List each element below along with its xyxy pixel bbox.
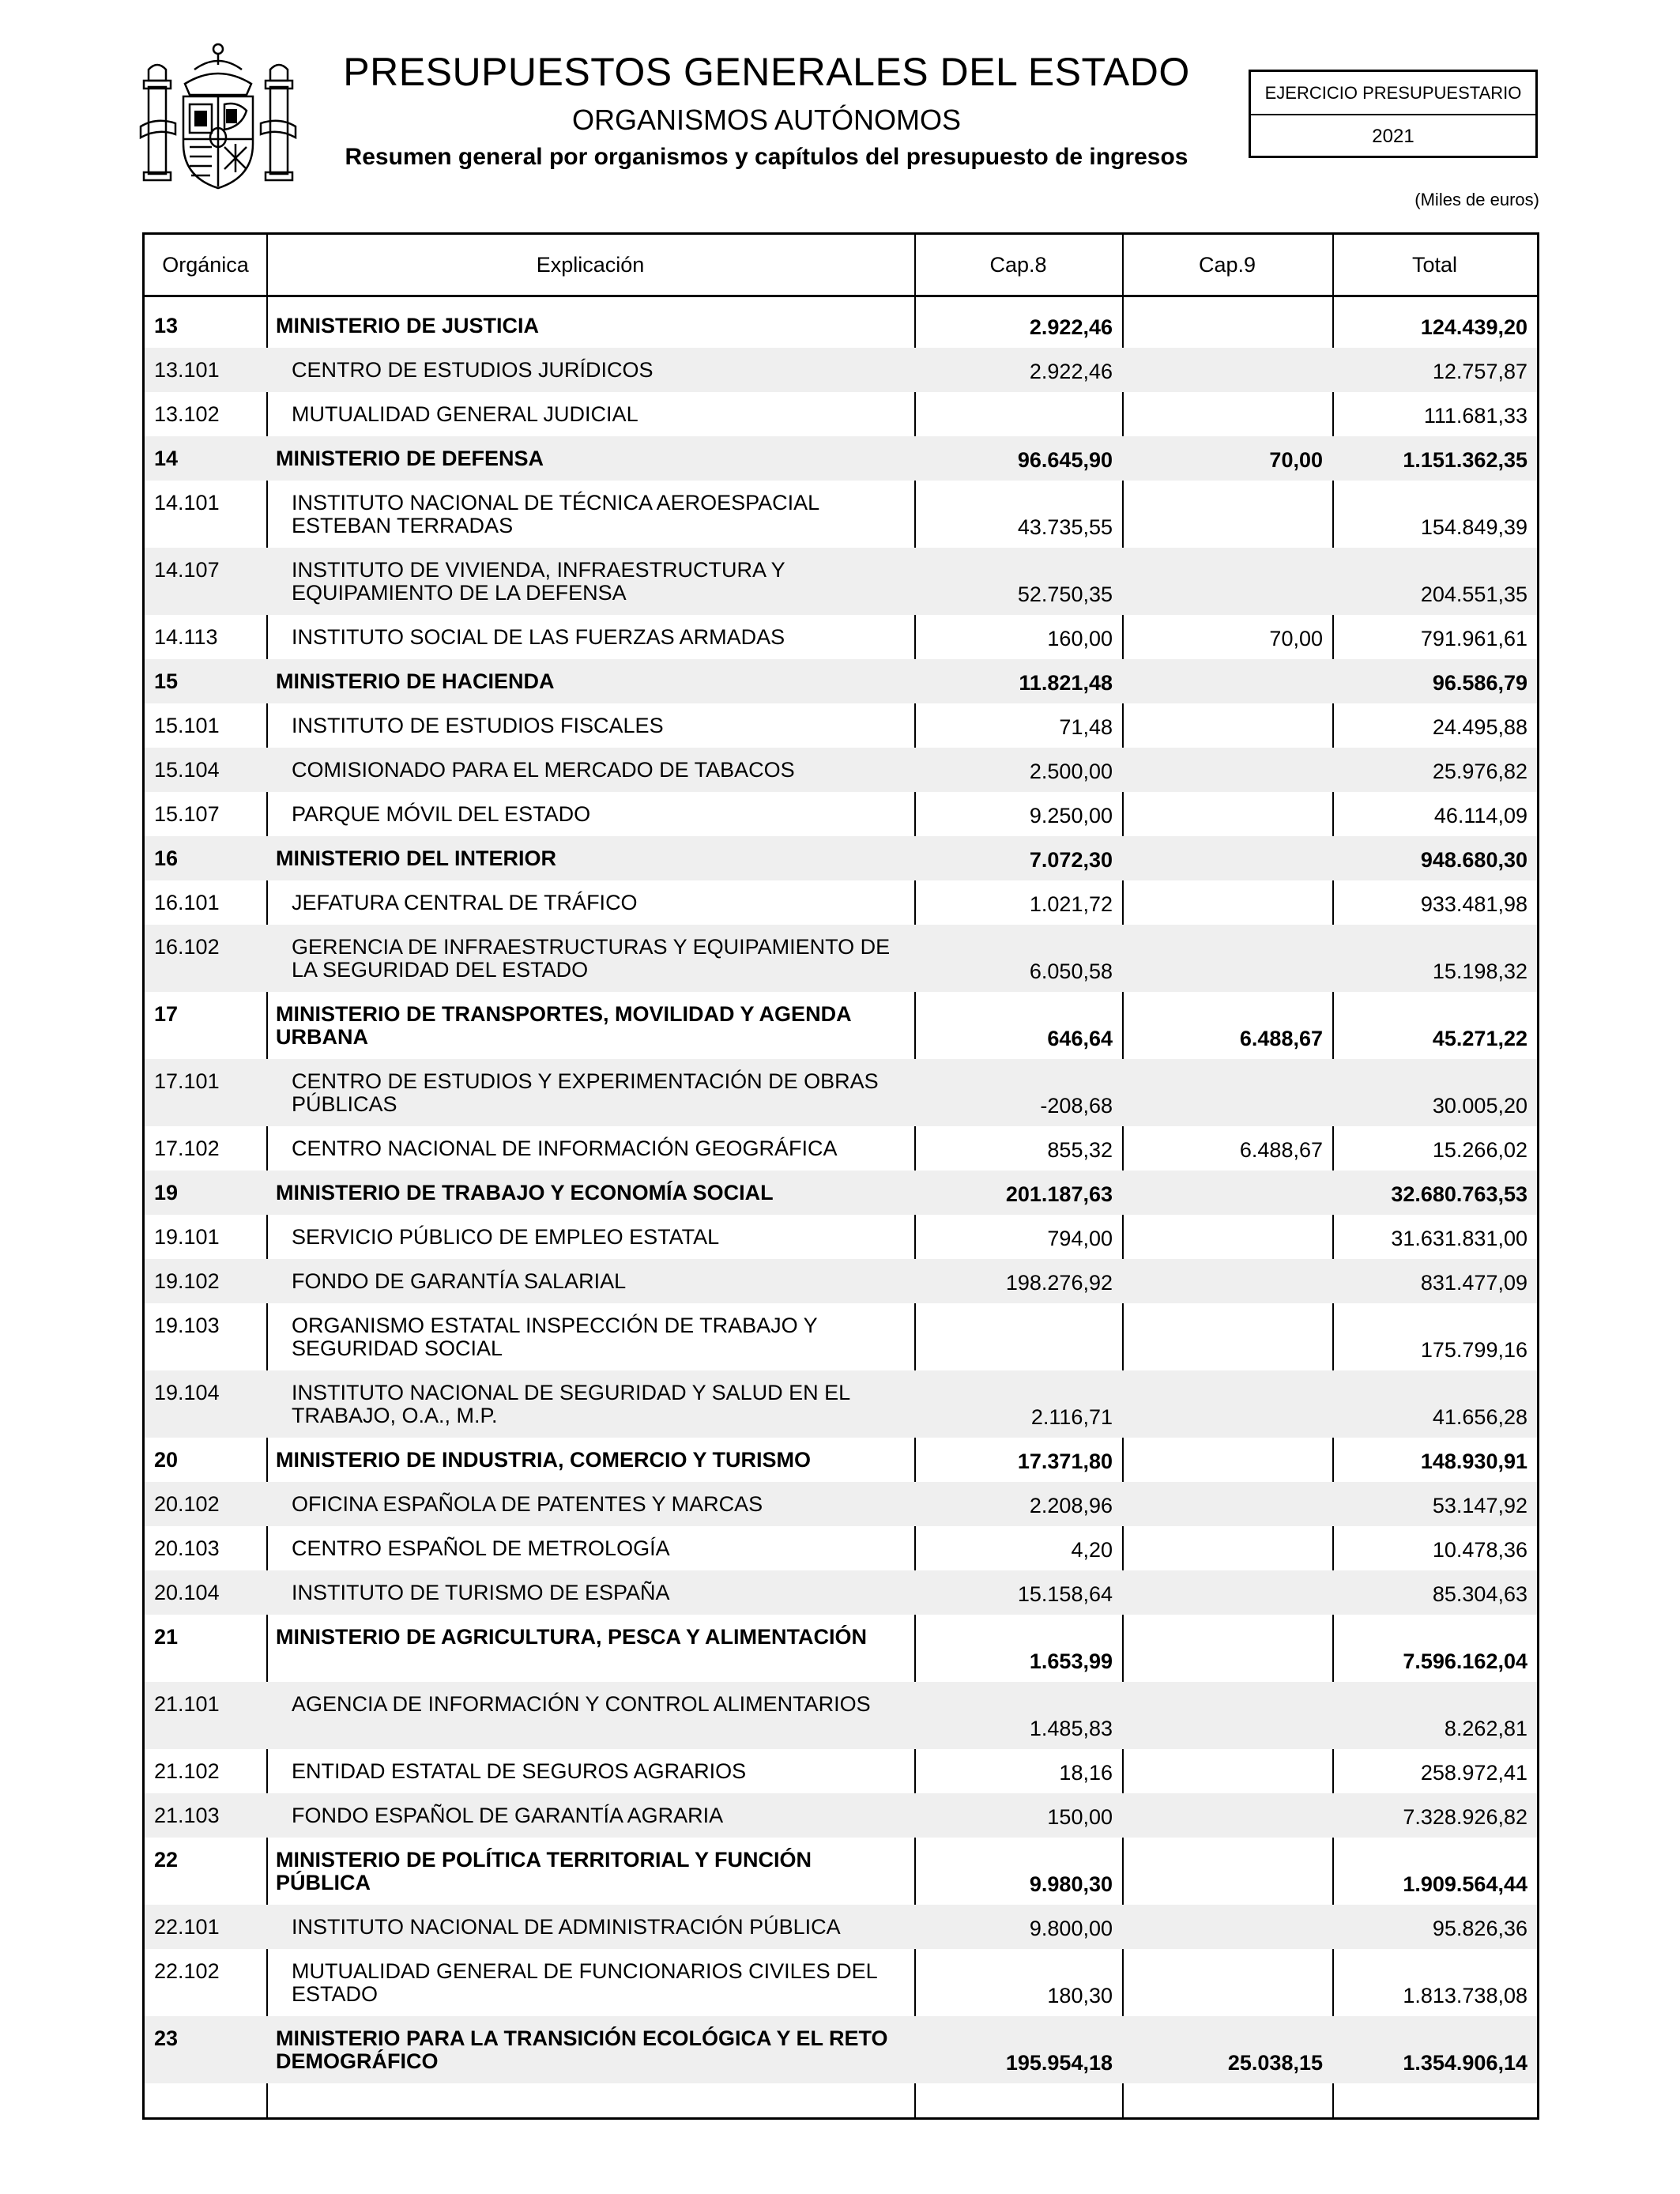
row-code: 15.104 xyxy=(154,758,220,782)
row-total: 12.757,87 xyxy=(1432,360,1527,383)
row-cap9 xyxy=(1122,1438,1332,1482)
row-cap8: 17.371,80 xyxy=(1017,1449,1113,1473)
row-cap9 xyxy=(1122,1215,1332,1259)
row-total: 204.551,35 xyxy=(1420,582,1527,606)
row-cap9 xyxy=(1122,1570,1332,1615)
row-code: 20.104 xyxy=(154,1581,220,1604)
row-total: 85.304,63 xyxy=(1432,1582,1527,1606)
table-row xyxy=(145,1749,1537,1793)
row-cap8: 195.954,18 xyxy=(1005,2051,1113,2075)
row-explanation: CENTRO DE ESTUDIOS JURÍDICOS xyxy=(292,358,654,382)
table-row xyxy=(145,348,1537,392)
row-total: 175.799,16 xyxy=(1420,1338,1527,1362)
table-row xyxy=(145,481,1537,548)
row-explanation: INSTITUTO NACIONAL DE TÉCNICA AEROESPACIAL ESTEBAN TERRADAS xyxy=(292,491,819,537)
row-code: 20.103 xyxy=(154,1536,220,1560)
row-explanation: JEFATURA CENTRAL DE TRÁFICO xyxy=(292,891,638,914)
row-total: 15.198,32 xyxy=(1432,959,1527,983)
row-cap9 xyxy=(1122,1682,1332,1749)
row-explanation: GERENCIA DE INFRAESTRUCTURAS Y EQUIPAMIENTO DE LA SEGURIDAD DEL ESTADO xyxy=(292,935,891,982)
row-code: 17.102 xyxy=(154,1137,220,1160)
row-cap8: 150,00 xyxy=(1047,1805,1113,1829)
row-explanation: MINISTERIO DE POLÍTICA TERRITORIAL Y FUNCIÓN PÚBLICA xyxy=(276,1848,812,1894)
row-explanation: MINISTERIO DE JUSTICIA xyxy=(276,314,540,337)
row-cap8: 794,00 xyxy=(1047,1227,1113,1250)
table-row-ministry xyxy=(145,1838,1537,1905)
column-header-total: Total xyxy=(1411,253,1458,277)
row-cap9 xyxy=(1122,792,1332,836)
row-cap9 xyxy=(1122,348,1332,392)
row-total: 1.151.362,35 xyxy=(1403,448,1527,472)
table-row-ministry xyxy=(145,659,1537,703)
table-row-ministry xyxy=(145,1615,1537,1682)
row-cap9 xyxy=(1122,1749,1332,1793)
row-cap9 xyxy=(1122,392,1332,436)
budget-year-label: EJERCICIO PRESUPUESTARIO xyxy=(1251,72,1535,115)
row-code: 13 xyxy=(154,314,179,337)
row-total: 831.477,09 xyxy=(1420,1271,1527,1295)
row-total: 10.478,36 xyxy=(1432,1538,1527,1562)
row-total: 32.680.763,53 xyxy=(1391,1182,1527,1206)
table-row xyxy=(145,703,1537,748)
table-row xyxy=(145,1303,1537,1370)
row-cap8: 96.645,90 xyxy=(1017,448,1113,472)
row-total: 96.586,79 xyxy=(1432,671,1527,695)
row-cap8: 1.653,99 xyxy=(1029,1649,1113,1673)
row-code: 16 xyxy=(154,846,179,870)
table-row xyxy=(145,1126,1537,1171)
table-header xyxy=(145,235,1537,297)
table-row xyxy=(145,392,1537,436)
row-code: 22 xyxy=(154,1848,179,1872)
column-header-organica: Orgánica xyxy=(162,253,249,277)
row-total: 154.849,39 xyxy=(1420,515,1527,539)
row-explanation: CENTRO DE ESTUDIOS Y EXPERIMENTACIÓN DE OBRAS PÚBLICAS xyxy=(292,1069,879,1116)
row-code: 19 xyxy=(154,1181,179,1204)
row-total: 41.656,28 xyxy=(1432,1405,1527,1429)
row-code: 21.103 xyxy=(154,1804,220,1827)
row-cap9 xyxy=(1122,1949,1332,2016)
row-explanation: INSTITUTO SOCIAL DE LAS FUERZAS ARMADAS xyxy=(292,625,785,649)
row-cap9 xyxy=(1122,925,1332,992)
row-total: 95.826,36 xyxy=(1432,1917,1527,1940)
row-code: 15.107 xyxy=(154,802,220,826)
row-cap9 xyxy=(1122,1303,1332,1370)
row-explanation: COMISIONADO PARA EL MERCADO DE TABACOS xyxy=(292,758,795,782)
row-code: 19.101 xyxy=(154,1225,220,1249)
row-code: 15.101 xyxy=(154,714,220,737)
row-cap8: 2.208,96 xyxy=(1029,1494,1113,1517)
row-code: 15 xyxy=(154,669,179,693)
row-explanation: MINISTERIO DE INDUSTRIA, COMERCIO Y TURISMO xyxy=(276,1448,812,1472)
row-explanation: MUTUALIDAD GENERAL DE FUNCIONARIOS CIVILES DEL ESTADO xyxy=(292,1959,877,2006)
row-cap8: 9.250,00 xyxy=(1029,804,1113,827)
row-cap8: 1.021,72 xyxy=(1029,892,1113,916)
coat-of-arms-icon xyxy=(139,38,297,193)
row-code: 22.102 xyxy=(154,1959,220,1983)
row-explanation: ORGANISMO ESTATAL INSPECCIÓN DE TRABAJO Y SEGURIDAD SOCIAL xyxy=(292,1314,818,1360)
row-explanation: INSTITUTO DE TURISMO DE ESPAÑA xyxy=(292,1581,670,1604)
row-cap9 xyxy=(1122,1526,1332,1570)
row-cap8: 855,32 xyxy=(1047,1138,1113,1162)
row-total: 7.596.162,04 xyxy=(1403,1649,1527,1673)
row-cap8 xyxy=(914,1303,1122,1370)
row-explanation: FONDO DE GARANTÍA SALARIAL xyxy=(292,1269,627,1293)
page-title: PRESUPUESTOS GENERALES DEL ESTADO xyxy=(343,50,1190,94)
table-row-ministry xyxy=(145,1171,1537,1215)
page-header xyxy=(316,47,1217,175)
row-cap8: 4,20 xyxy=(1071,1538,1113,1562)
row-cap8: -208,68 xyxy=(1040,1094,1113,1118)
table-row-ministry xyxy=(145,1438,1537,1482)
row-cap8: 160,00 xyxy=(1047,627,1113,650)
row-explanation: SERVICIO PÚBLICO DE EMPLEO ESTATAL xyxy=(292,1225,720,1249)
row-cap8: 201.187,63 xyxy=(1005,1182,1113,1206)
row-cap8: 9.800,00 xyxy=(1029,1917,1113,1940)
table-row xyxy=(145,748,1537,792)
row-total: 148.930,91 xyxy=(1420,1449,1527,1473)
row-cap8 xyxy=(914,392,1122,436)
table-row xyxy=(145,1682,1537,1749)
table-row xyxy=(145,1905,1537,1949)
units-note: (Miles de euros) xyxy=(1414,190,1539,209)
row-cap8: 2.116,71 xyxy=(1030,1405,1113,1429)
row-cap9: 70,00 xyxy=(1269,448,1323,472)
row-code: 17.101 xyxy=(154,1069,220,1093)
table-row-ministry xyxy=(145,303,1537,348)
row-explanation: CENTRO ESPAÑOL DE METROLOGÍA xyxy=(292,1536,670,1560)
row-cap8: 6.050,58 xyxy=(1029,959,1113,983)
table-row xyxy=(145,1570,1537,1615)
row-cap9 xyxy=(1122,836,1332,880)
row-explanation: MUTUALIDAD GENERAL JUDICIAL xyxy=(292,402,638,426)
page-description: Resumen general por organismos y capítulos del presupuesto de ingresos xyxy=(345,144,1188,170)
row-code: 16.102 xyxy=(154,935,220,959)
row-code: 21.102 xyxy=(154,1759,220,1783)
row-cap9: 6.488,67 xyxy=(1239,1027,1323,1050)
row-total: 25.976,82 xyxy=(1432,760,1527,783)
row-total: 15.266,02 xyxy=(1432,1138,1527,1162)
row-explanation: MINISTERIO DE TRABAJO Y ECONOMÍA SOCIAL xyxy=(276,1181,774,1204)
row-code: 21 xyxy=(154,1625,179,1649)
row-total: 1.813.738,08 xyxy=(1403,1984,1527,2007)
table-row xyxy=(145,1793,1537,1838)
row-explanation: INSTITUTO NACIONAL DE SEGURIDAD Y SALUD EN EL TRABAJO, O.A., M.P. xyxy=(292,1381,850,1427)
row-cap9 xyxy=(1122,1171,1332,1215)
table-row-ministry xyxy=(145,836,1537,880)
row-cap9 xyxy=(1122,1905,1332,1949)
row-cap8: 2.922,46 xyxy=(1029,315,1113,339)
row-total: 933.481,98 xyxy=(1420,892,1527,916)
row-cap9 xyxy=(1122,1259,1332,1303)
row-cap9: 6.488,67 xyxy=(1239,1138,1323,1162)
row-code: 14.101 xyxy=(154,491,220,515)
row-explanation: MINISTERIO DE TRANSPORTES, MOVILIDAD Y AGENDA URBANA xyxy=(276,1002,851,1049)
row-explanation: MINISTERIO DE DEFENSA xyxy=(276,447,544,470)
row-cap9 xyxy=(1122,1370,1332,1438)
row-total: 24.495,88 xyxy=(1432,715,1527,739)
table-row xyxy=(145,1259,1537,1303)
page-subtitle: ORGANISMOS AUTÓNOMOS xyxy=(571,104,962,136)
row-cap9 xyxy=(1122,481,1332,548)
row-cap9: 25.038,15 xyxy=(1227,2051,1323,2075)
row-cap9 xyxy=(1122,1059,1332,1126)
row-cap9 xyxy=(1122,1615,1332,1682)
row-cap8: 1.485,83 xyxy=(1029,1717,1113,1740)
row-cap9 xyxy=(1122,303,1332,348)
row-cap9 xyxy=(1122,548,1332,615)
table-row xyxy=(145,548,1537,615)
row-code: 14 xyxy=(154,447,179,470)
row-cap8: 7.072,30 xyxy=(1029,848,1113,872)
budget-table xyxy=(142,232,1539,2120)
row-explanation: CENTRO NACIONAL DE INFORMACIÓN GEOGRÁFICA xyxy=(292,1137,838,1160)
row-cap8: 9.980,30 xyxy=(1029,1872,1113,1896)
row-cap8: 180,30 xyxy=(1047,1984,1113,2007)
table-row xyxy=(145,925,1537,992)
row-cap8: 2.922,46 xyxy=(1029,360,1113,383)
row-total: 8.262,81 xyxy=(1444,1717,1527,1740)
table-row xyxy=(145,1482,1537,1526)
row-cap8: 18,16 xyxy=(1059,1761,1113,1785)
row-explanation: MINISTERIO DE HACIENDA xyxy=(276,669,555,693)
column-header-cap9: Cap.9 xyxy=(1198,253,1256,277)
row-total: 30.005,20 xyxy=(1432,1094,1527,1118)
row-total: 45.271,22 xyxy=(1432,1027,1527,1050)
row-explanation: PARQUE MÓVIL DEL ESTADO xyxy=(292,802,591,826)
row-code: 13.101 xyxy=(154,358,220,382)
table-row xyxy=(145,1059,1537,1126)
row-explanation: INSTITUTO NACIONAL DE ADMINISTRACIÓN PÚBLICA xyxy=(292,1915,841,1939)
table-row-ministry xyxy=(145,2016,1537,2083)
row-total: 948.680,30 xyxy=(1420,848,1527,872)
row-cap8: 52.750,35 xyxy=(1017,582,1113,606)
table-row-ministry xyxy=(145,992,1537,1059)
row-code: 19.103 xyxy=(154,1314,220,1337)
table-body xyxy=(145,297,1537,2083)
row-explanation: FONDO ESPAÑOL DE GARANTÍA AGRARIA xyxy=(292,1804,724,1827)
row-code: 22.101 xyxy=(154,1915,220,1939)
row-explanation: INSTITUTO DE VIVIENDA, INFRAESTRUCTURA Y EQUIPAMIENTO DE LA DEFENSA xyxy=(292,558,785,605)
row-cap8: 15.158,64 xyxy=(1017,1582,1113,1606)
row-cap9 xyxy=(1122,880,1332,925)
row-code: 23 xyxy=(154,2026,179,2050)
table-row xyxy=(145,880,1537,925)
column-header-cap8: Cap.8 xyxy=(989,253,1047,277)
table-row xyxy=(145,1215,1537,1259)
row-code: 14.113 xyxy=(154,625,218,649)
table-row xyxy=(145,615,1537,659)
row-total: 791.961,61 xyxy=(1420,627,1527,650)
row-code: 14.107 xyxy=(154,558,220,582)
row-total: 258.972,41 xyxy=(1420,1761,1527,1785)
row-cap8: 11.821,48 xyxy=(1019,671,1113,695)
row-code: 16.101 xyxy=(154,891,220,914)
row-cap8: 2.500,00 xyxy=(1029,760,1113,783)
row-total: 1.354.906,14 xyxy=(1403,2051,1527,2075)
row-explanation: MINISTERIO PARA LA TRANSICIÓN ECOLÓGICA Y EL RETO DEMOGRÁFICO xyxy=(276,2026,888,2073)
row-code: 17 xyxy=(154,1002,179,1026)
budget-year-box xyxy=(1249,70,1538,158)
table-row xyxy=(145,792,1537,836)
row-cap9 xyxy=(1122,748,1332,792)
row-cap9 xyxy=(1122,659,1332,703)
row-total: 1.909.564,44 xyxy=(1403,1872,1527,1896)
row-code: 21.101 xyxy=(154,1692,220,1716)
table-row xyxy=(145,1949,1537,2016)
row-explanation: MINISTERIO DEL INTERIOR xyxy=(276,846,557,870)
row-explanation: OFICINA ESPAÑOLA DE PATENTES Y MARCAS xyxy=(292,1492,763,1516)
row-explanation: INSTITUTO DE ESTUDIOS FISCALES xyxy=(292,714,664,737)
row-code: 20 xyxy=(154,1448,179,1472)
row-total: 46.114,09 xyxy=(1433,804,1527,827)
row-total: 7.328.926,82 xyxy=(1403,1805,1527,1829)
table-row xyxy=(145,1526,1537,1570)
row-total: 53.147,92 xyxy=(1432,1494,1527,1517)
row-cap9 xyxy=(1122,1838,1332,1905)
row-cap8: 646,64 xyxy=(1047,1027,1113,1050)
row-code: 19.102 xyxy=(154,1269,220,1293)
row-cap9 xyxy=(1122,1793,1332,1838)
row-code: 20.102 xyxy=(154,1492,220,1516)
row-explanation: ENTIDAD ESTATAL DE SEGUROS AGRARIOS xyxy=(292,1759,747,1783)
row-code: 13.102 xyxy=(154,402,220,426)
row-cap9 xyxy=(1122,703,1332,748)
table-row xyxy=(145,1370,1537,1438)
row-total: 124.439,20 xyxy=(1420,315,1527,339)
row-cap8: 198.276,92 xyxy=(1005,1271,1113,1295)
table-row-ministry xyxy=(145,436,1537,481)
row-cap9: 70,00 xyxy=(1269,627,1323,650)
budget-year-value: 2021 xyxy=(1372,126,1414,147)
column-header-explicacion: Explicación xyxy=(536,253,645,277)
row-explanation: MINISTERIO DE AGRICULTURA, PESCA Y ALIMENTACIÓN xyxy=(276,1625,868,1649)
row-total: 31.631.831,00 xyxy=(1391,1227,1527,1250)
row-cap8: 43.735,55 xyxy=(1017,515,1113,539)
row-cap9 xyxy=(1122,1482,1332,1526)
row-code: 19.104 xyxy=(154,1381,220,1404)
row-total: 111.681,33 xyxy=(1423,404,1527,428)
row-explanation: AGENCIA DE INFORMACIÓN Y CONTROL ALIMENTARIOS xyxy=(292,1692,871,1716)
row-cap8: 71,48 xyxy=(1059,715,1113,739)
